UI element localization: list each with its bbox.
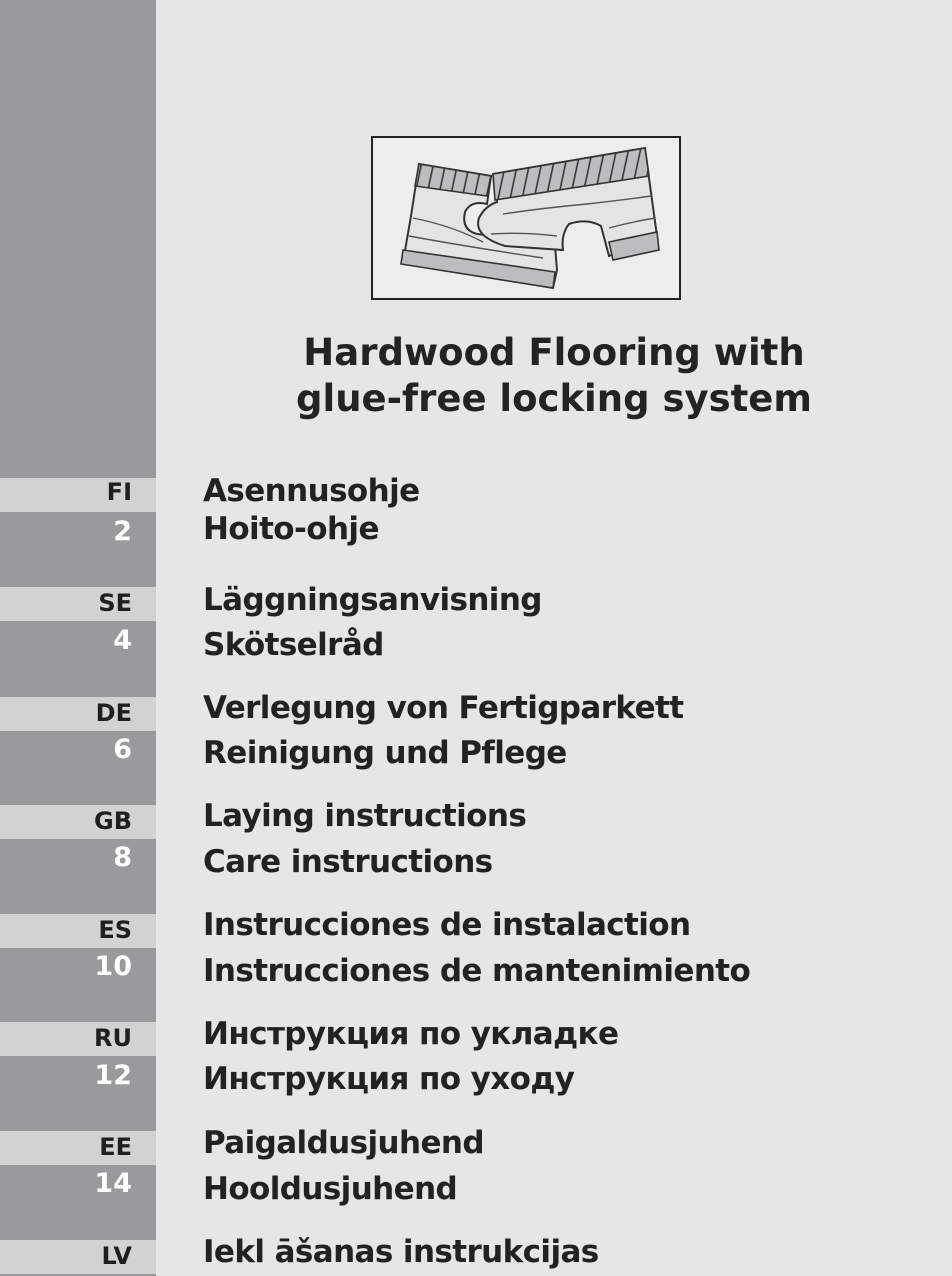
title-line-2: glue-free locking system [296,377,812,420]
de-care-title: Reinigung und Pflege [203,735,567,771]
ru-care-title: Инструкция по уходу [203,1061,575,1097]
lv-laying-title: Iekl āšanas instrukcijas [203,1234,599,1270]
lang-page-fi: 2 [113,516,132,547]
lang-page-gb: 8 [113,842,132,873]
lang-page-de: 6 [113,734,132,765]
lang-code-fi: FI [106,478,132,506]
lang-code-es: ES [98,916,132,944]
document-title [156,330,952,422]
lang-code-ee: EE [99,1133,132,1161]
se-care-title: Skötselråd [203,627,384,663]
es-care-title: Instrucciones de mantenimiento [203,953,751,989]
ee-laying-title: Paigaldusjuhend [203,1125,484,1161]
lang-page-ee: 14 [94,1168,132,1199]
lang-code-gb: GB [94,807,132,835]
fi-care-title: Hoito-ohje [203,511,379,547]
ee-care-title: Hooldusjuhend [203,1171,458,1207]
lang-page-se: 4 [113,625,132,656]
lang-code-ru: RU [94,1024,132,1052]
de-laying-title: Verlegung von Fertigparkett [203,690,684,726]
ru-laying-title: Инструкция по укладке [203,1016,619,1052]
lang-code-se: SE [98,589,132,617]
se-laying-title: Läggningsanvisning [203,582,542,618]
lang-code-lv: LV [101,1242,132,1270]
floorboard-locking-profile-icon [371,136,681,300]
es-laying-title: Instrucciones de instalaction [203,907,691,943]
gb-laying-title: Laying instructions [203,798,527,834]
title-line-1: Hardwood Flooring with [303,331,805,374]
lang-page-es: 10 [94,951,132,982]
fi-laying-title: Asennusohje [203,473,420,509]
gb-care-title: Care instructions [203,844,493,880]
lang-code-de: DE [95,699,132,727]
lang-page-ru: 12 [94,1060,132,1091]
